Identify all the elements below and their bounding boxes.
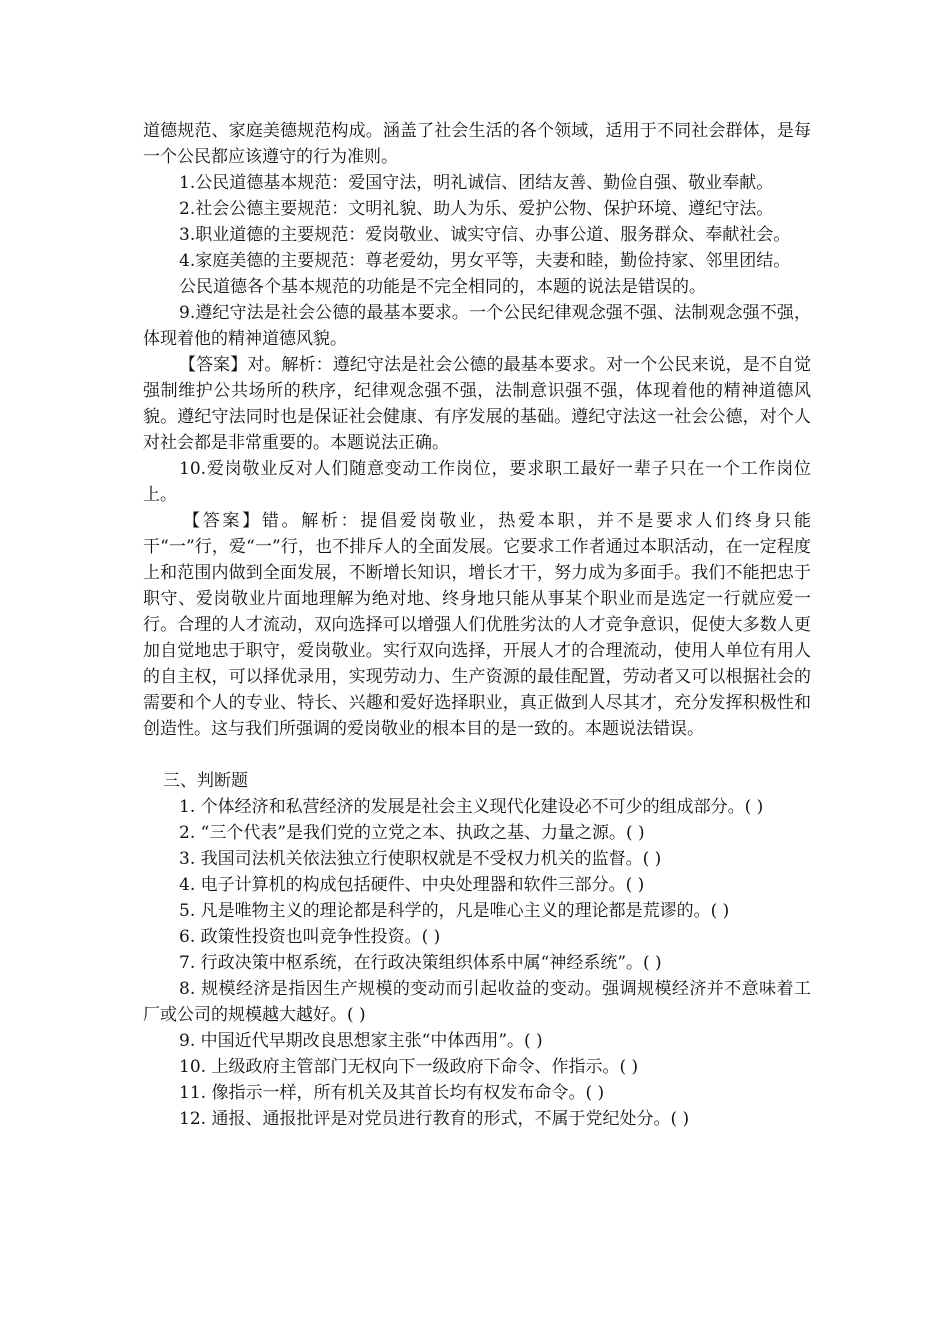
judgement-question-7: 7. 行政决策中枢系统，在行政决策组织体系中属“神经系统”。( ) — [179, 953, 662, 973]
spacer — [143, 742, 811, 768]
norm-3: 3.职业道德的主要规范：爱岗敬业、诚实守信、办事公道、服务群众、奉献社会。 — [179, 225, 791, 245]
judgement-question-2: 2. “三个代表”是我们党的立党之本、执政之基、力量之源。( ) — [179, 823, 645, 843]
norm-4: 4.家庭美德的主要规范：尊老爱幼，男女平等，夫妻和睦，勤俭持家、邻里团结。 — [179, 251, 791, 271]
judgement-question-8: 8. 规模经济是指因生产规模的变动而引起收益的变动。强调规模经济并不意味着工厂或公司的规模越大越好。( ) — [143, 979, 811, 1025]
norm-1: 1.公民道德基本规范：爱国守法，明礼诚信、团结友善、勤俭自强、敬业奉献。 — [179, 173, 774, 193]
text-column — [143, 118, 811, 1132]
question-10: 10.爱岗敬业反对人们随意变动工作岗位，要求职工最好一辈子只在一个工作岗位上。 — [143, 459, 811, 505]
judgement-question-10: 10. 上级政府主管部门无权向下一级政府下命令、作指示。( ) — [179, 1057, 639, 1077]
judgement-question-11: 11. 像指示一样，所有机关及其首长均有权发布命令。( ) — [179, 1083, 605, 1103]
norm-2: 2.社会公德主要规范：文明礼貌、助人为乐、爱护公物、保护环境、遵纪守法。 — [179, 199, 774, 219]
judgement-question-12: 12. 通报、通报批评是对党员进行教育的形式，不属于党纪处分。( ) — [179, 1109, 690, 1129]
passage-intro: 道德规范、家庭美德规范构成。涵盖了社会生活的各个领域，适用于不同社会群体，是每一个公民都应该遵守的行为准则。 — [143, 121, 811, 167]
answer-10: 【答案】错。解析：提倡爱岗敬业，热爱本职，并不是要求人们终身只能干“一”行，爱“一”行，也不排斥人的全面发展。它要求工作者通过本职活动，在一定程度上和范围内做到全面发展，不断增长知识，增长才干，努力成为多面手。我们不能把忠于职守、爱岗敬业片面地理解为绝对地、终身地只能从事某个职业而是选定一行就应爱一行。合理的人才流动，双向选择可以增强人们优胜劣汰的人才竞争意识，促使大多数人更加自觉地忠于职守，爱岗敬业。实行双向选择，开展人才的合理流动，使用人单位有用人的自主权，可以择优录用，实现劳动力、生产资源的最佳配置，劳动者又可以根据社会的需要和个人的专业、特长、兴趣和爱好选择职业，真正做到人尽其才，充分发挥积极性和创造性。这与我们所强调的爱岗敬业的根本目的是一致的。本题说法错误。 — [143, 511, 811, 739]
passage-conclusion: 公民道德各个基本规范的功能是不完全相同的，本题的说法是错误的。 — [179, 277, 706, 297]
judgement-question-9: 9. 中国近代早期改良思想家主张“中体西用”。( ) — [179, 1031, 543, 1051]
judgement-question-5: 5. 凡是唯物主义的理论都是科学的，凡是唯心主义的理论都是荒谬的。( ) — [179, 901, 730, 921]
section-title: 三、判断题 — [163, 771, 248, 791]
judgement-question-4: 4. 电子计算机的构成包括硬件、中央处理器和软件三部分。( ) — [179, 875, 645, 895]
judgement-question-3: 3. 我国司法机关依法独立行使职权就是不受权力机关的监督。( ) — [179, 849, 662, 869]
question-9: 9.遵纪守法是社会公德的最基本要求。一个公民纪律观念强不强、法制观念强不强，体现着他的精神道德风貌。 — [143, 303, 811, 349]
judgement-question-1: 1. 个体经济和私营经济的发展是社会主义现代化建设必不可少的组成部分。( ) — [179, 797, 764, 817]
judgement-question-6: 6. 政策性投资也叫竞争性投资。( ) — [179, 927, 441, 947]
answer-9: 【答案】对。解析：遵纪守法是社会公德的最基本要求。对一个公民来说，是不自觉强制维护公共场所的秩序，纪律观念强不强，法制意识强不强，体现着他的精神道德风貌。遵纪守法同时也是保证社会健康、有序发展的基础。遵纪守法这一社会公德，对个人对社会都是非常重要的。本题说法正确。 — [143, 355, 811, 453]
